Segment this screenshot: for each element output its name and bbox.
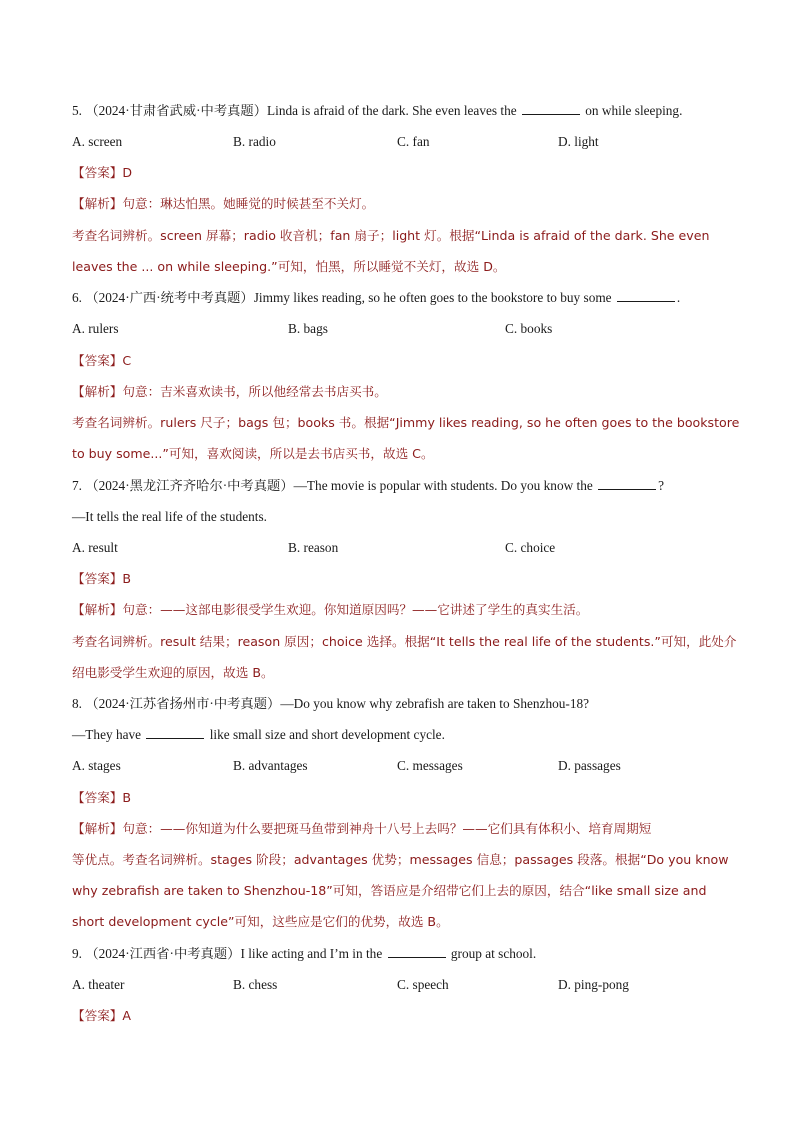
option-c: C. fan	[397, 134, 430, 149]
question-text-end: ?	[658, 478, 665, 493]
answer-value: A	[122, 1008, 131, 1023]
answer-line	[72, 570, 724, 588]
option-c: C. speech	[397, 977, 449, 992]
question-8	[72, 695, 724, 713]
reply-text-end: like small size and short development cycle.	[209, 727, 445, 742]
option-a: A. screen	[72, 134, 123, 149]
analysis-text: to buy some...”可知，喜欢阅读，所以是去书店买书，故选 C。	[72, 446, 434, 461]
answer-blank	[522, 102, 580, 115]
question-source: （2024·江西省·中考真题）	[85, 946, 241, 961]
answer-blank	[388, 945, 446, 958]
question-number: 6.	[72, 290, 82, 305]
analysis-line	[72, 383, 724, 401]
dialogue-reply	[72, 726, 724, 744]
question-number: 7.	[72, 478, 82, 493]
question-text: Jimmy likes reading, so he often goes to the bookstore to buy some	[253, 290, 612, 305]
analysis-text: short development cycle”可知，这些应是它们的优势，故选 B。	[72, 914, 449, 929]
answer-blank	[598, 477, 656, 490]
option-b: B. chess	[233, 977, 278, 992]
answer-blank	[617, 289, 675, 302]
reply-text: —They have	[72, 727, 142, 742]
analysis-text: 考查名词辨析。result 结果；reason 原因；choice 选择。根据“It tells the real life of the students.”可知，此处介	[72, 634, 737, 649]
question-text: —Do you know why zebrafish are taken to Shenzhou-18?	[280, 696, 590, 711]
analysis-text: 考查名词辨析。screen 屏幕；radio 收音机；fan 扇子；light 灯。根据“Linda is afraid of the dark. She even	[72, 228, 710, 243]
analysis-text: 等优点。考查名词辨析。stages 阶段；advantages 优势；messages 信息；passages 段落。根据“Do you know	[72, 852, 729, 867]
question-7	[72, 477, 724, 495]
analysis-text: 绍电影受学生欢迎的原因，故选 B。	[72, 665, 274, 680]
answer-line	[72, 1007, 724, 1025]
option-c: C. books	[505, 321, 553, 336]
analysis-tag: 【解析】	[72, 821, 123, 836]
answer-line	[72, 164, 724, 182]
option-b: B. bags	[288, 321, 328, 336]
analysis-text: why zebrafish are taken to Shenzhou-18”可知，答语应是介绍带它们上去的原因，结合“like small size and	[72, 883, 707, 898]
question-number: 9.	[72, 946, 82, 961]
question-text-end: group at school.	[450, 946, 537, 961]
option-c: C. messages	[397, 758, 463, 773]
option-d: D. light	[558, 134, 599, 149]
question-6	[72, 289, 724, 307]
analysis-text: 句意：吉米喜欢读书，所以他经常去书店买书。	[122, 384, 387, 399]
option-d: D. passages	[558, 758, 621, 773]
answer-tag: 【答案】	[72, 1008, 123, 1023]
question-source: （2024·甘肃省武威·中考真题）	[85, 103, 268, 118]
analysis-text: 考查名词辨析。rulers 尺子；bags 包；books 书。根据“Jimmy likes reading, so he often goes to the bookstore	[72, 415, 740, 430]
analysis-line	[72, 195, 724, 213]
answer-value: B	[122, 790, 132, 805]
analysis-text: 句意：琳达怕黑。她睡觉的时候甚至不关灯。	[122, 196, 375, 211]
answer-value: B	[122, 571, 132, 586]
answer-tag: 【答案】	[72, 165, 123, 180]
dialogue-reply: —It tells the real life of the students.	[72, 509, 267, 524]
answer-tag: 【答案】	[72, 790, 123, 805]
question-text: I like acting and I’m in the	[240, 946, 383, 961]
analysis-tag: 【解析】	[72, 602, 123, 617]
answer-line	[72, 352, 724, 370]
question-number: 8.	[72, 696, 82, 711]
analysis-tag: 【解析】	[72, 196, 123, 211]
analysis-text: leaves the ... on while sleeping.”可知，怕黑，所以睡觉不关灯，故选 D。	[72, 259, 506, 274]
answer-tag: 【答案】	[72, 353, 123, 368]
question-text-end: on while sleeping.	[585, 103, 683, 118]
question-source: （2024·广西·统考中考真题）	[85, 290, 254, 305]
analysis-line	[72, 820, 724, 838]
option-b: B. advantages	[233, 758, 308, 773]
question-number: 5.	[72, 103, 82, 118]
option-c: C. choice	[505, 540, 556, 555]
question-9	[72, 945, 724, 963]
answer-tag: 【答案】	[72, 571, 123, 586]
question-source: （2024·江苏省扬州市·中考真题）	[85, 696, 281, 711]
question-text: Linda is afraid of the dark. She even leaves the	[267, 103, 517, 118]
option-d: D. ping-pong	[558, 977, 629, 992]
option-a: A. rulers	[72, 321, 119, 336]
analysis-text: 句意：——这部电影很受学生欢迎。你知道原因吗？——它讲述了学生的真实生活。	[122, 602, 589, 617]
option-b: B. reason	[288, 540, 339, 555]
option-a: A. theater	[72, 977, 125, 992]
question-text: —The movie is popular with students. Do you know the	[293, 478, 593, 493]
question-source: （2024·黑龙江齐齐哈尔·中考真题）	[85, 478, 294, 493]
answer-blank	[146, 726, 204, 739]
analysis-tag: 【解析】	[72, 384, 123, 399]
answer-value: D	[122, 165, 133, 180]
option-a: A. stages	[72, 758, 121, 773]
analysis-line	[72, 601, 724, 619]
answer-line	[72, 789, 724, 807]
question-5	[72, 102, 724, 120]
option-a: A. result	[72, 540, 118, 555]
option-b: B. radio	[233, 134, 276, 149]
analysis-text: 句意：——你知道为什么要把斑马鱼带到神舟十八号上去吗？——它们具有体积小、培育周期短	[122, 821, 652, 836]
question-text-end: .	[676, 290, 681, 305]
answer-value: C	[122, 353, 132, 368]
